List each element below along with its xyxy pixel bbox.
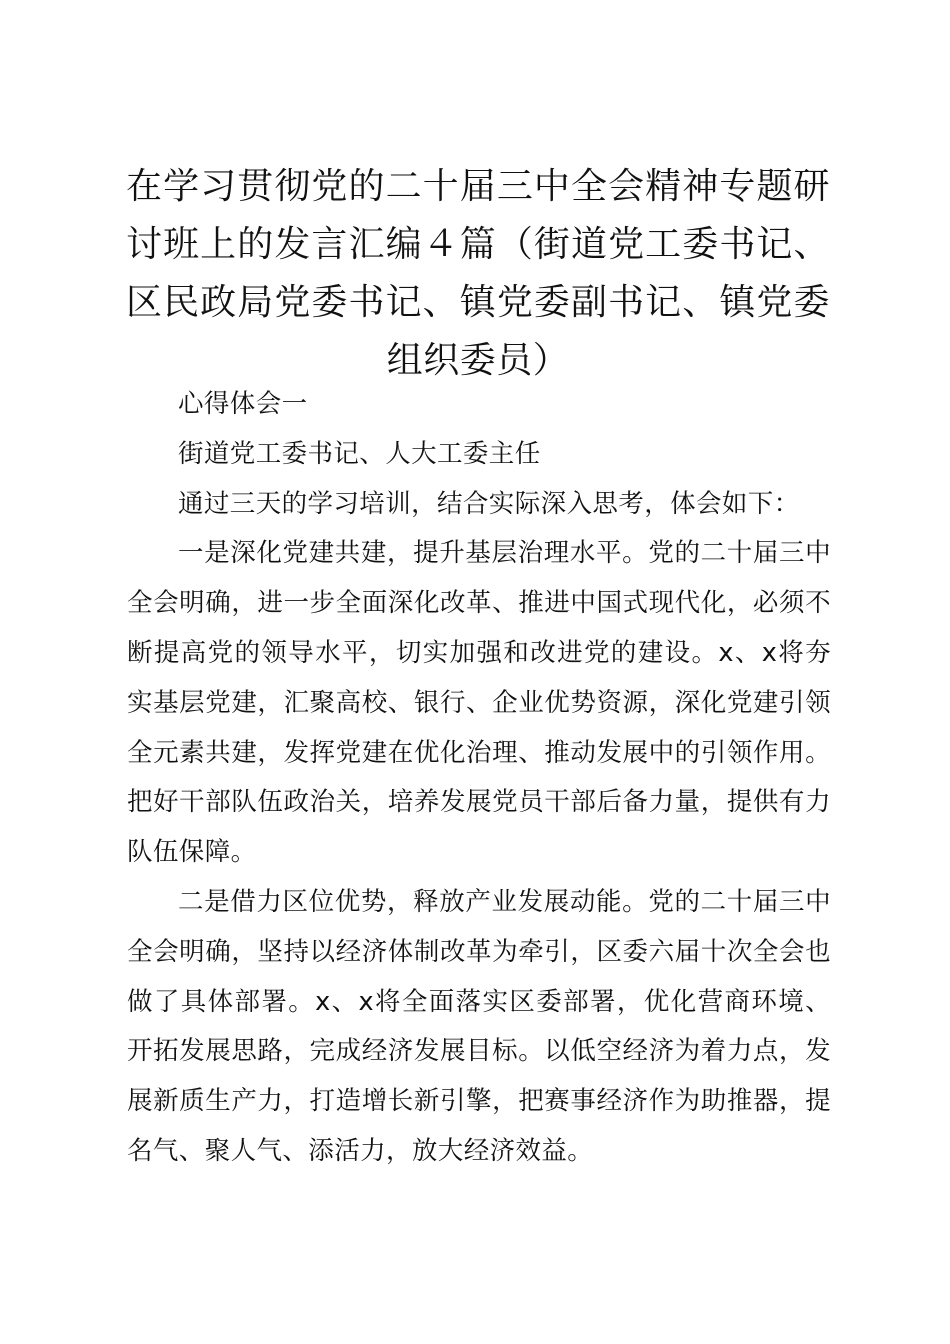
- body-paragraph-2: 二是借力区位优势，释放产业发展动能。党的二十届三中全会明确，坚持以经济体制改革为牵引，区委六届十次全会也做了具体部署。x、x将全面落实区委部署，优化营商环境、开拓发展思路，完成经济发展目标。以低空经济为着力点，发展新质生产力，打造增长新引擎，把赛事经济作为助推器，提名气、聚人气、添活力，放大经济效益。: [127, 886, 831, 1166]
- intro-paragraph: 通过三天的学习培训，结合实际深入思考，体会如下：: [178, 488, 800, 519]
- document-body: [127, 380, 831, 1177]
- section-label: 心得体会一: [178, 389, 308, 419]
- author-line: 街道党工委书记、人大工委主任: [178, 438, 541, 469]
- document-title: 在学习贯彻党的二十届三中全会精神专题研讨班上的发言汇编４篇（街道党工委书记、区民政局党委书记、镇党委副书记、镇党委组织委员）: [126, 166, 830, 381]
- body-paragraph-1: 一是深化党建共建，提升基层治理水平。党的二十届三中全会明确，进一步全面深化改革、推进中国式现代化，必须不断提高党的领导水平，切实加强和改进党的建设。x、x将夯实基层党建，汇聚高校、银行、企业优势资源，深化党建引领全元素共建，发挥党建在优化治理、推动发展中的引领作用。把好干部队伍政治关，培养发展党员干部后备力量，提供有力队伍保障。: [127, 538, 831, 868]
